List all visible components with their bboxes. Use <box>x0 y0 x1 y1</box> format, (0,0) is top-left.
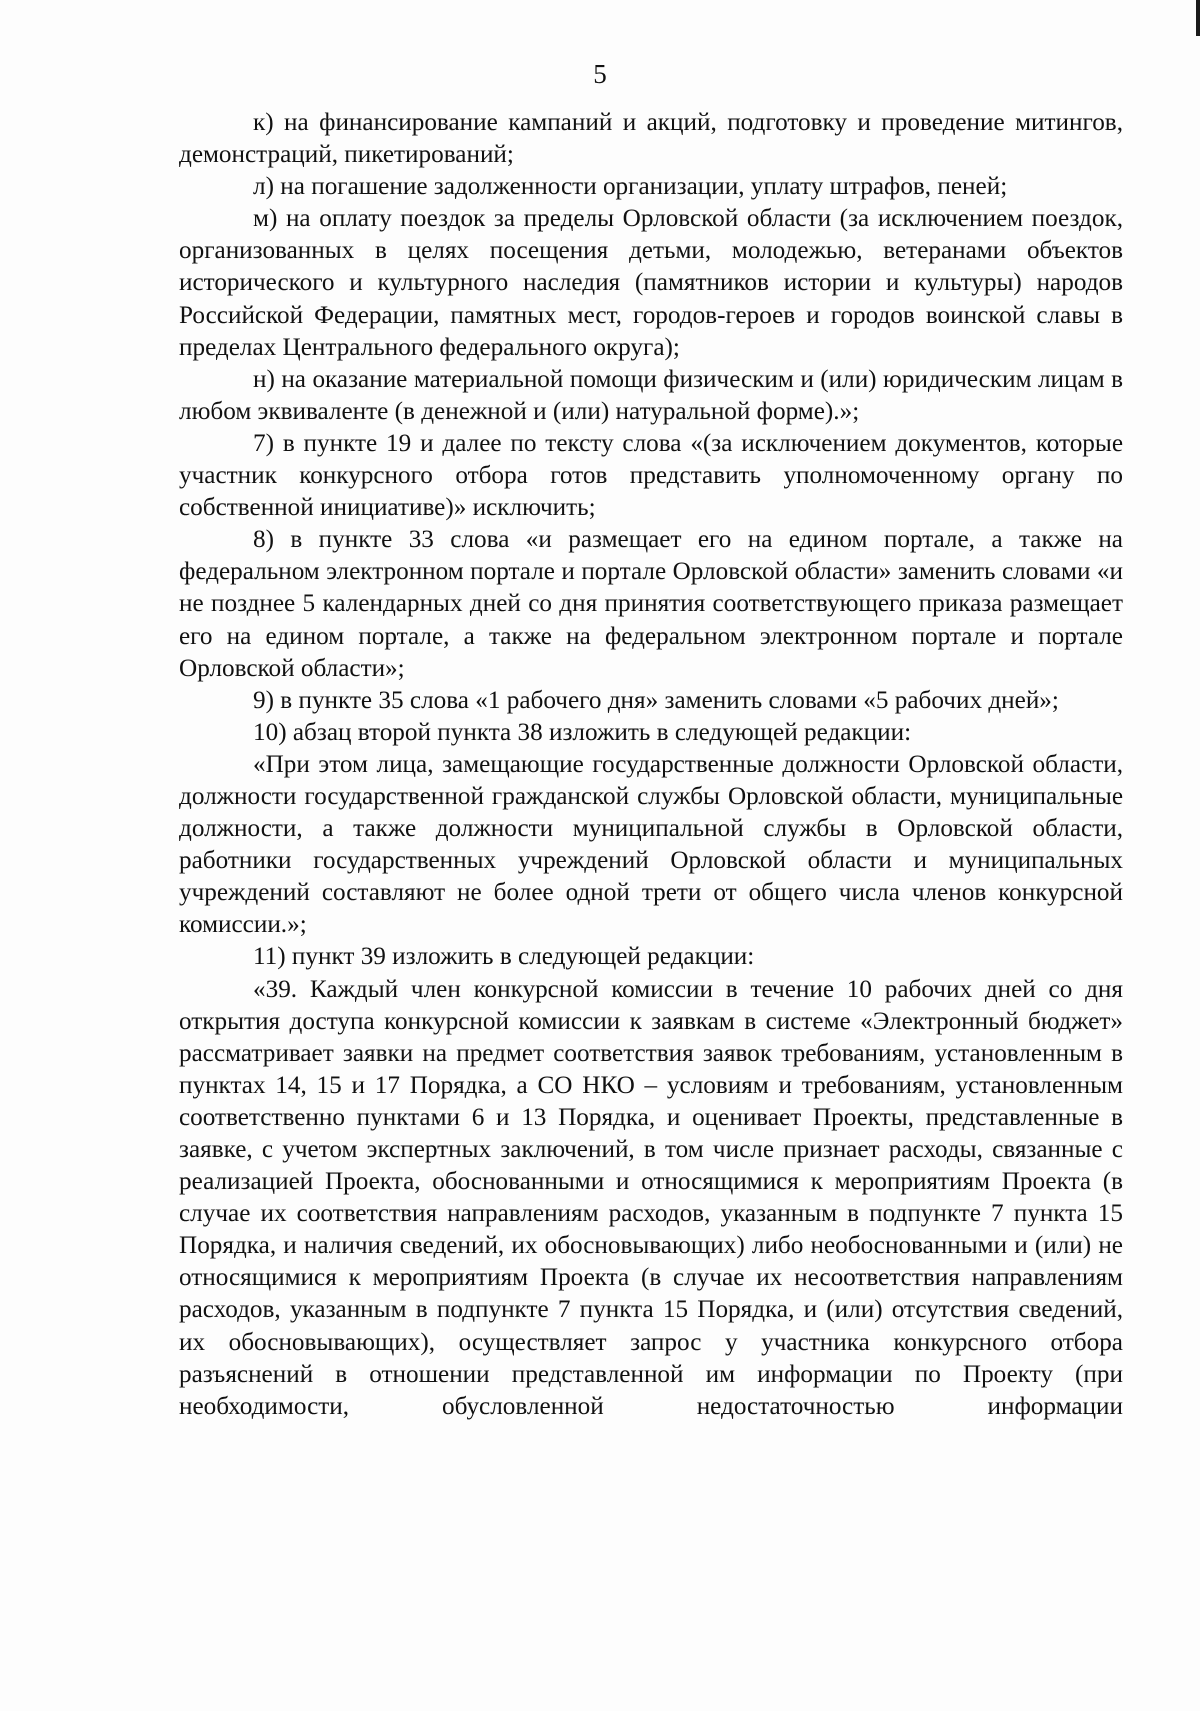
paragraph-m: м) на оплату поездок за пределы Орловской области (за исключением поездок, организованных в целях посещения детьми, молодежью, ветеранами объектов исторического и культурного наследия (памятников истории и культуры) народов Российской Федерации, памятных мест, городов-героев и городов воинской славы в пределах Центрального федерального округа); <box>179 205 1123 361</box>
paragraph-item-10: 10) абзац второй пункта 38 изложить в следующей редакции: <box>253 718 912 746</box>
paragraph-item-11: 11) пункт 39 изложить в следующей редакции: <box>253 943 755 971</box>
paragraph-k: к) на финансирование кампаний и акций, подготовку и проведение митингов, демонстраций, пикетирований; <box>179 109 1123 169</box>
scan-edge-mark <box>1196 0 1200 36</box>
paragraph-n: н) на оказание материальной помощи физическим и (или) юридическим лицам в любом эквиваленте (в денежной и (или) натуральной форме).»; <box>179 365 1123 425</box>
page-number: 5 <box>593 59 607 89</box>
paragraph-l: л) на погашение задолженности организации, уплату штрафов, пеней; <box>253 173 1008 201</box>
paragraph-item-8: 8) в пункте 33 слова «и размещает его на едином портале, а также на федеральном электронном портале и портале Орловской области» заменить словами «и не позднее 5 календарных дней со дня принятия соответствующего приказа размещает его на едином портале, а также на федеральном электронном портале и портале Орловской области»; <box>179 526 1123 682</box>
paragraph-item-39-quote: «39. Каждый член конкурсной комиссии в течение 10 рабочих дней со дня открытия доступа конкурсной комиссии к заявкам в системе «Электронный бюджет» рассматривает заявки на предмет соответствия заявок требованиям, установленным в пунктах 14, 15 и 17 Порядка, а СО НКО – условиям и требованиям, установленным соответственно пунктами 6 и 13 Порядка, и оценивает Проекты, представленные в заявке, с учетом экспертных заключений, в том числе признает расходы, связанные с реализацией Проекта, обоснованными и относящимися к мероприятиям Проекта (в случае их соответствия направлениям расходов, указанным в подпункте 7 пункта 15 Порядка, и наличия сведений, их обосновывающих) либо необоснованными и (или) не относящимися к мероприятиям Проекта (в случае их несоответствия направлениям расходов, указанным в подпункте 7 пункта 15 Порядка, и (или) отсутствия сведений, их обосновывающих), осуществляет запрос у участника конкурсного отбора разъяснений в отношении представленной им информации по Проекту (при необходимости, обусловленной недостаточностью информации <box>179 975 1123 1420</box>
paragraph-item-7: 7) в пункте 19 и далее по тексту слова «(за исключением документов, которые участник конкурсного отбора готов представить уполномоченному органу по собственной инициативе)» исключить; <box>179 429 1123 522</box>
paragraph-item-9: 9) в пункте 35 слова «1 рабочего дня» заменить словами «5 рабочих дней»; <box>253 686 1059 714</box>
document-body <box>179 107 1123 1423</box>
paragraph-item-10-quote: «При этом лица, замещающие государственные должности Орловской области, должности государственной гражданской службы Орловской области, муниципальные должности, а также должности муниципальной службы в Орловской области, работники государственных учреждений Орловской области и муниципальных учреждений составляют не более одной трети от общего числа членов конкурсной комиссии.»; <box>179 750 1123 939</box>
